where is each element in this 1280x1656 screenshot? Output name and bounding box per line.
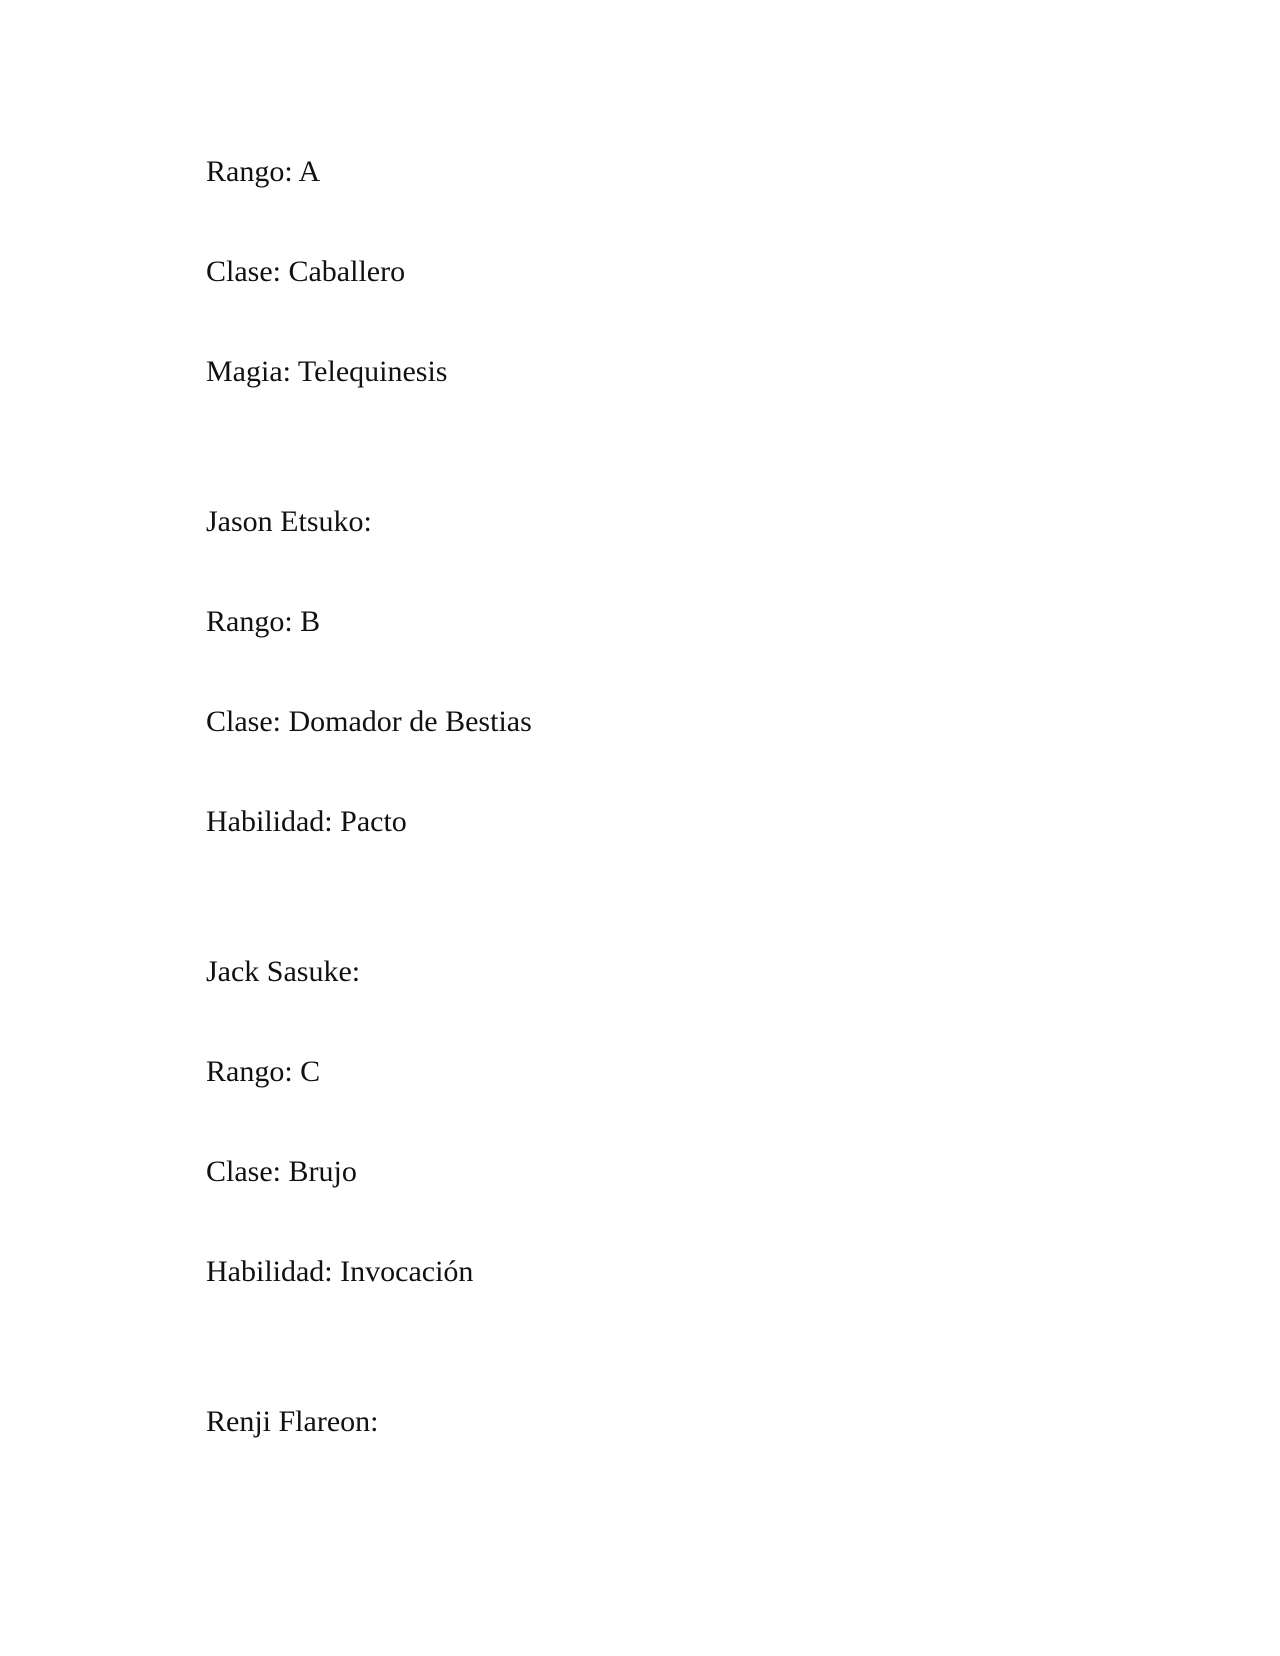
character-ability: Habilidad: Invocación (206, 1255, 474, 1288)
character-rank: Rango: A (206, 155, 321, 188)
character-rank: Rango: C (206, 1055, 321, 1088)
character-class: Clase: Brujo (206, 1155, 357, 1188)
character-name: Jack Sasuke: (206, 955, 361, 988)
character-class: Clase: Domador de Bestias (206, 705, 532, 738)
character-rank: Rango: B (206, 605, 321, 638)
character-ability: Habilidad: Pacto (206, 805, 407, 838)
character-name: Jason Etsuko: (206, 505, 372, 538)
character-magic: Magia: Telequinesis (206, 355, 448, 388)
character-name: Renji Flareon: (206, 1405, 379, 1438)
character-class: Clase: Caballero (206, 255, 406, 288)
